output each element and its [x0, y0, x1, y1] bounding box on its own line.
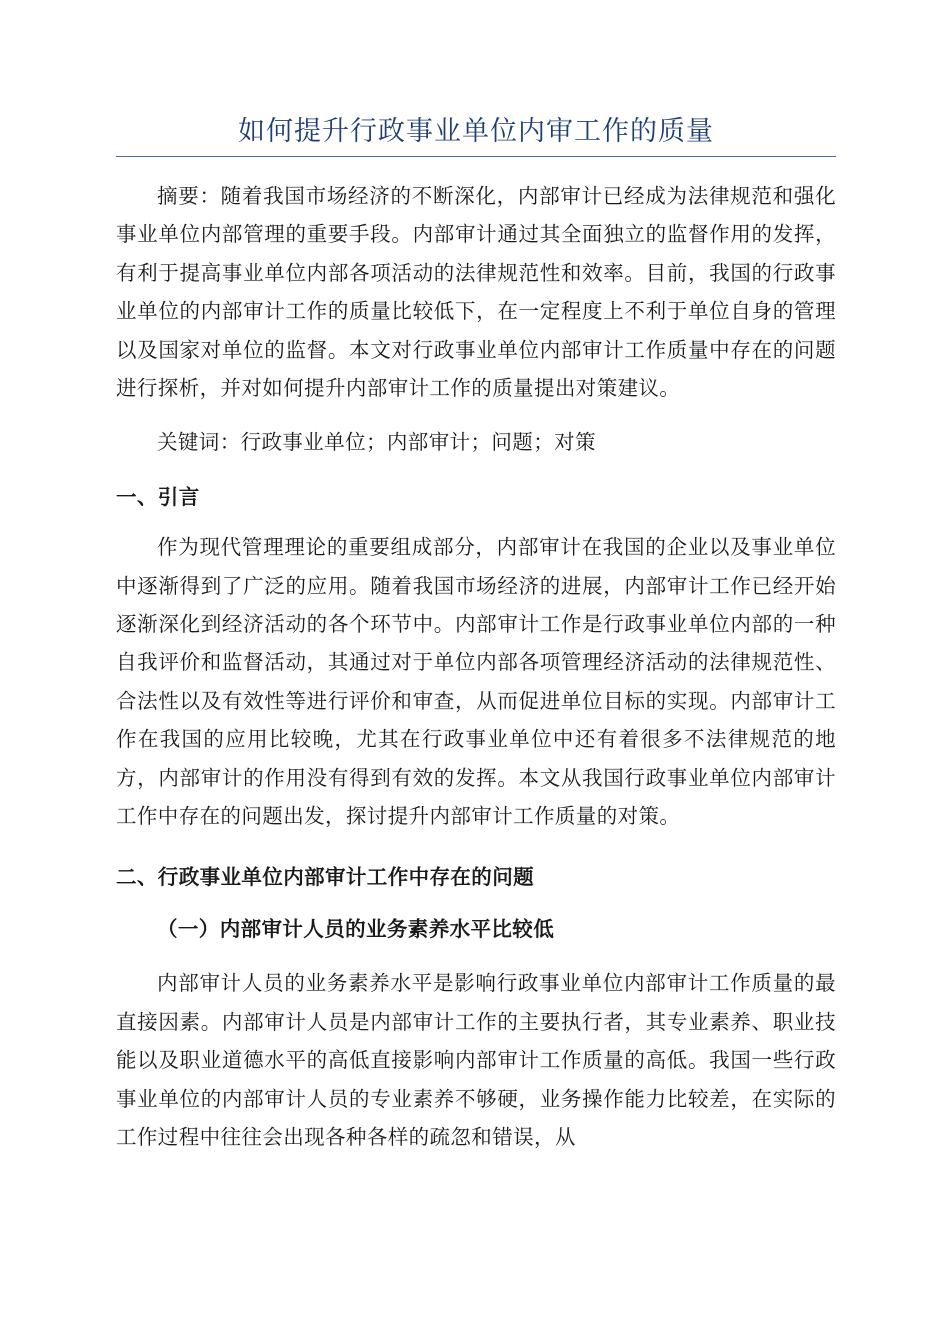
- section-heading-introduction: 一、引言: [116, 484, 200, 509]
- introduction-paragraph: 作为现代管理理论的重要组成部分，内部审计在我国的企业以及事业单位中逐渐得到了广泛的应用。随着我国市场经济的进展，内部审计工作已经开始逐渐深化到经济活动的各个环节中。内部审计工作是行政事业单位内部的一种自我评价和监督活动，其通过对于单位内部各项管理经济活动的法律规范性、合法性以及有效性等进行评价和审查，从而促进单位目标的实现。内部审计工作在我国的应用比较晚，尤其在行政事业单位中还有着很多不法律规范的地方，内部审计的作用没有得到有效的发挥。本文从我国行政事业单位内部审计工作中存在的问题出发，探讨提升内部审计工作质量的对策。: [116, 535, 836, 829]
- staff-quality-paragraph: 内部审计人员的业务素养水平是影响行政事业单位内部审计工作质量的最直接因素。内部审计人员是内部审计工作的主要执行者，其专业素养、职业技能以及职业道德水平的高低直接影响内部审计工作质量的高低。我国一些行政事业单位的内部审计人员的专业素养不够硬，业务操作能力比较差，在实际的工作过程中往往会出现各种各样的疏忽和错误，从: [116, 971, 836, 1149]
- keywords-paragraph: 关键词：行政事业单位；内部审计；问题；对策: [157, 430, 596, 455]
- document-title: 如何提升行政事业单位内审工作的质量: [116, 112, 836, 157]
- subsection-heading-staff-quality: （一）内部审计人员的业务素养水平比较低: [157, 916, 555, 941]
- section-heading-problems: 二、行政事业单位内部审计工作中存在的问题: [116, 864, 534, 889]
- abstract-paragraph: 摘要：随着我国市场经济的不断深化，内部审计已经成为法律规范和强化事业单位内部管理的重要手段。内部审计通过其全面独立的监督作用的发挥，有利于提高事业单位内部各项活动的法律规范性和效率。目前，我国的行政事业单位的内部审计工作的质量比较低下，在一定程度上不利于单位自身的管理以及国家对单位的监督。本文对行政事业单位内部审计工作质量中存在的问题进行探析，并对如何提升内部审计工作的质量提出对策建议。: [116, 184, 836, 401]
- document-page: [116, 112, 836, 1156]
